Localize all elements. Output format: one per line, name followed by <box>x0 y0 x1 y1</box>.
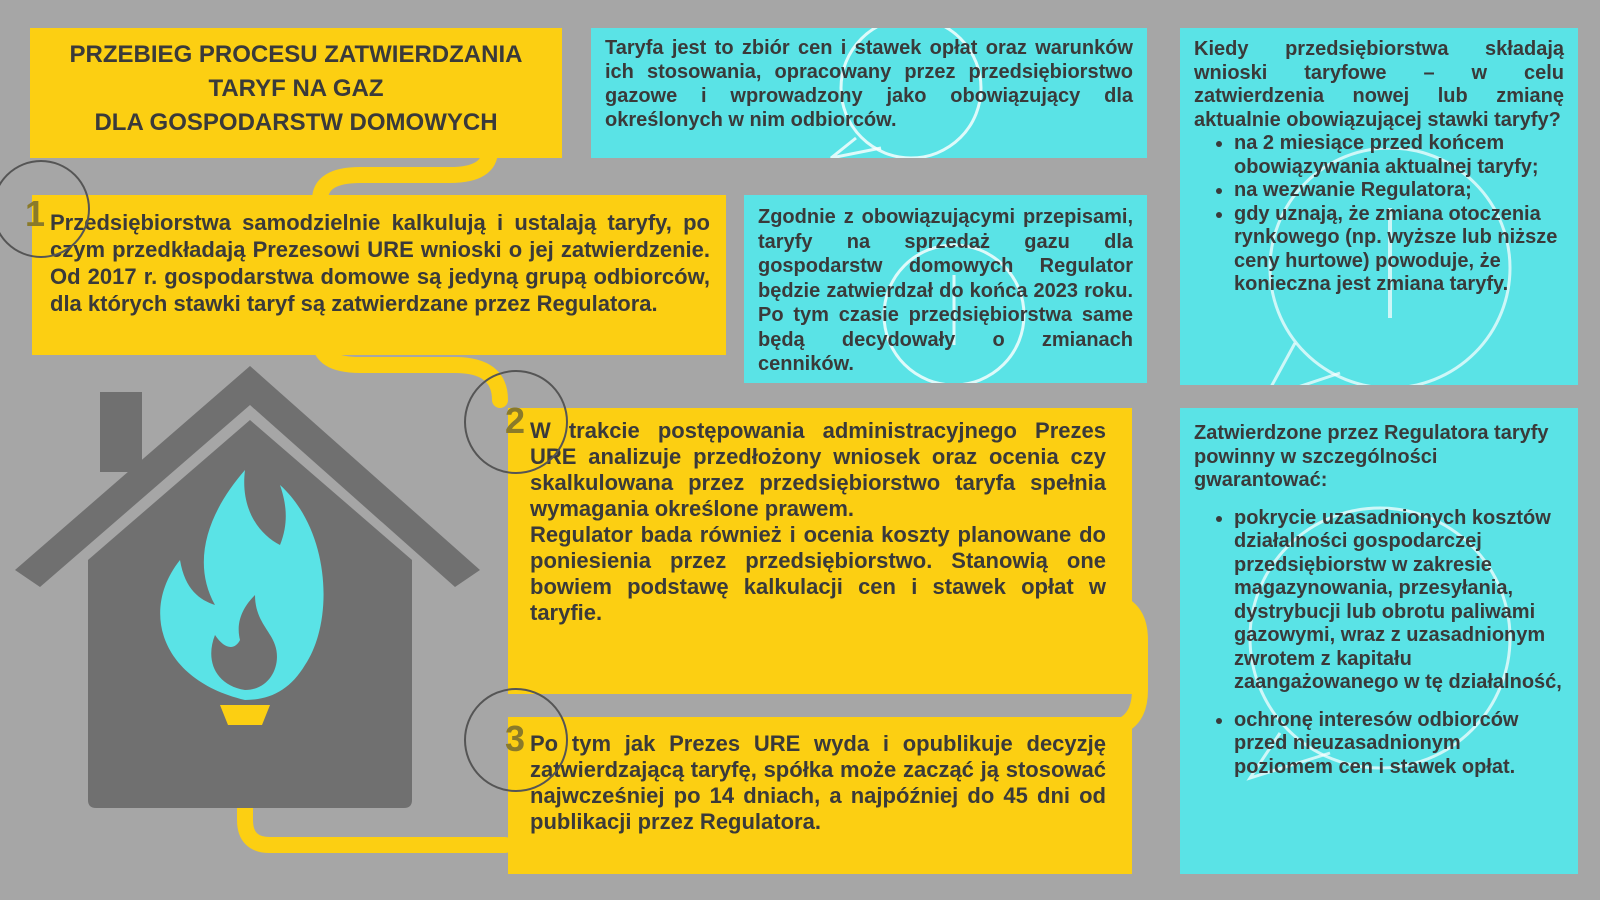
step-2-text-1: W trakcie postępowania administracyjnego Prezes URE analizuje przedłożony wniosek oraz ocenia czy skalkulowana przez przedsiębiorstwo taryfa spełnia wymagania określone prawem. <box>530 418 1106 521</box>
list-item: • na wezwanie Regulatora; <box>1234 179 1564 203</box>
step-1-number: 1 <box>25 193 46 234</box>
when-box <box>1180 28 1578 385</box>
guarantee-list <box>1194 507 1564 780</box>
step-2-number: 2 <box>505 400 526 441</box>
step-3-box <box>508 717 1132 874</box>
list-item: • na 2 miesiące przed końcem obowiązywania aktualnej taryfy; <box>1234 132 1564 179</box>
list-item: • ochronę interesów odbiorców przed nieuzasadnionym poziomem cen i stawek opłat. <box>1234 709 1564 780</box>
house-flame-icon <box>15 366 480 808</box>
regulation-text: Zgodnie z obowiązującymi przepisami, taryfy na sprzedaż gazu dla gospodarstw domowych Regulator będzie zatwierdzał do końca 2023 roku. Po tym czasie przedsiębiorstwa same będą decydowały o zmianach cenników. <box>758 206 1133 375</box>
definition-box <box>591 28 1147 158</box>
title-line-3: DLA GOSPODARSTW DOMOWYCH <box>94 109 498 136</box>
step-1-text: Przedsiębiorstwa samodzielnie kalkulują i ustalają taryfy, po czym przedkładają Prezesowi URE wnioski o jej zatwierdzenie. Od 2017 r. gospodarstwa domowe są jedyną grupą odbiorców, dla których stawki taryf są zatwierdzane przez Regulatora. <box>50 210 710 316</box>
guarantee-box <box>1180 408 1578 874</box>
list-item: • pokrycie uzasadnionych kosztów działalności gospodarczej przedsiębiorstw w zakresie magazynowania, przesyłania, dystrybucji lub obrotu paliwami gazowymi, wraz z uzasadnionym zwrotem z kapitału zaangażowanego w tę działalność, <box>1234 507 1564 695</box>
regulation-box <box>744 195 1147 383</box>
when-intro: Kiedy przedsiębiorstwa składają wnioski taryfowe – w celu zatwierdzenia nowej lub zmianę aktualnie obowiązującej stawki taryfy? <box>1194 38 1564 131</box>
title-line-2: TARYF NA GAZ <box>208 75 384 102</box>
step-3-text: Po tym jak Prezes URE wyda i opublikuje decyzję zatwierdzającą taryfę, spółka może zacząć ją stosować najwcześniej po 14 dniach, a najpóźniej do 45 dni od publikacji przez Regulatora. <box>530 731 1106 834</box>
page-title <box>30 28 562 158</box>
step-2-box <box>508 408 1132 694</box>
step-1-box <box>32 195 726 355</box>
step-2-text-2: Regulator bada również i ocenia koszty planowane do poniesienia przez przedsiębiorstwo. Stanowią one bowiem podstawę kalkulacji cen i stawek opłat w taryfie. <box>530 522 1106 625</box>
title-line-1: PRZEBIEG PROCESU ZATWIERDZANIA <box>69 41 523 68</box>
step-3-number: 3 <box>505 718 526 759</box>
definition-text: Taryfa jest to zbiór cen i stawek opłat oraz warunków ich stosowania, opracowany przez przedsiębiorstwo gazowe i wprowadzony jako obowiązujący dla określonych w nim odbiorców. <box>605 37 1133 131</box>
list-item: • gdy uznają, że zmiana otoczenia rynkowego (np. wyższe lub niższe ceny hurtowe) powoduje, że konieczna jest zmiana taryfy. <box>1234 203 1564 297</box>
when-list <box>1194 132 1564 297</box>
guarantee-intro: Zatwierdzone przez Regulatora taryfy powinny w szczególności gwarantować: <box>1194 422 1549 491</box>
